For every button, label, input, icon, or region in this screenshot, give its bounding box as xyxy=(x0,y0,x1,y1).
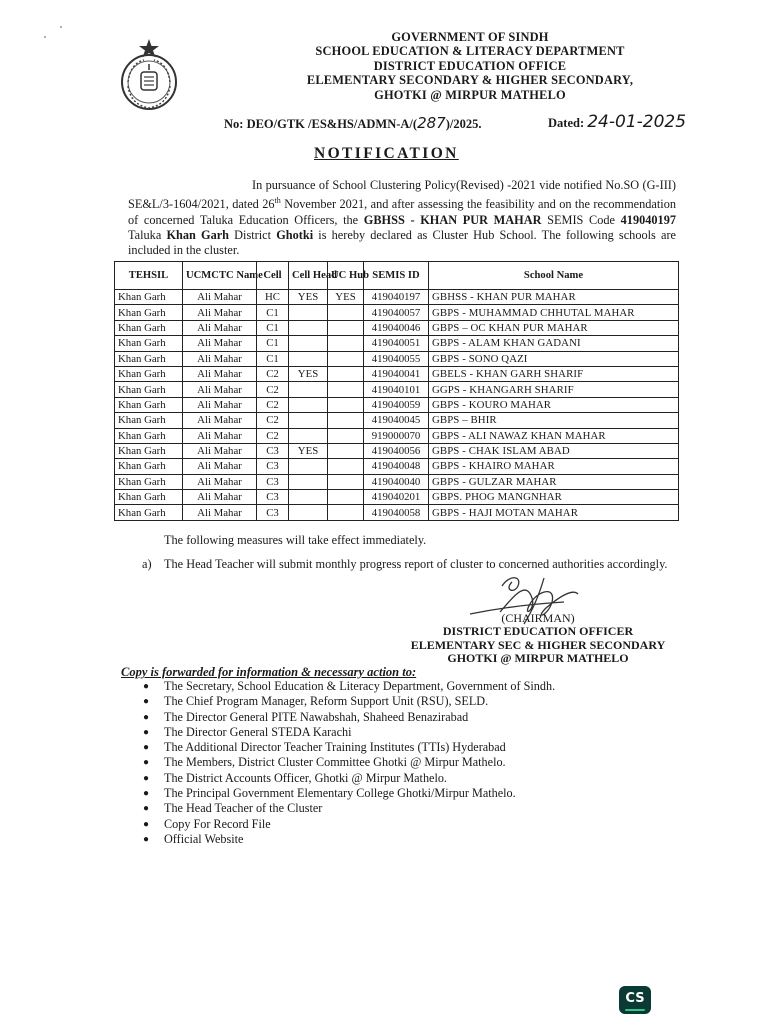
uc-hub-cell xyxy=(328,397,364,412)
tehsil-cell: Khan Garh xyxy=(115,413,183,428)
semis-id-cell: 419040055 xyxy=(364,351,429,366)
header-department: SCHOOL EDUCATION & LITERACY DEPARTMENT xyxy=(315,44,625,59)
cell-code: C2 xyxy=(257,428,289,443)
school-name-cell: GGPS - KHANGARH SHARIF xyxy=(429,382,679,397)
ucmctc-cell: Ali Mahar xyxy=(183,290,257,305)
school-name-cell: GBPS - ALAM KHAN GADANI xyxy=(429,336,679,351)
table-row xyxy=(115,505,679,520)
table-row xyxy=(115,474,679,489)
ucmctc-cell: Ali Mahar xyxy=(183,305,257,320)
uc-hub-cell xyxy=(328,305,364,320)
cell-head-cell xyxy=(289,459,328,474)
bullet-icon: ● xyxy=(143,742,150,754)
recipient-text: The District Accounts Officer, Ghotki @ Mirpur Mathelo. xyxy=(164,770,447,785)
uc-hub-cell xyxy=(328,382,364,397)
cell-code: C2 xyxy=(257,382,289,397)
cell-code: C2 xyxy=(257,366,289,381)
scan-speck xyxy=(44,36,46,38)
district-name: Ghotki xyxy=(276,227,314,242)
cell-code: C3 xyxy=(257,490,289,505)
school-name-cell: GBPS - ALI NAWAZ KHAN MAHAR xyxy=(429,428,679,443)
column-header: UCMCTC Name xyxy=(183,262,257,290)
hub-semis-code: 419040197 xyxy=(620,212,676,227)
cell-code: C1 xyxy=(257,351,289,366)
tehsil-cell: Khan Garh xyxy=(115,474,183,489)
table-row xyxy=(115,366,679,381)
hub-school-name: GBHSS - KHAN PUR MAHAR xyxy=(363,212,542,227)
cell-code: C3 xyxy=(257,443,289,458)
semis-id-cell: 419040045 xyxy=(364,413,429,428)
table-row xyxy=(115,459,679,474)
cluster-schools-table xyxy=(114,261,679,521)
cell-head-cell xyxy=(289,382,328,397)
ucmctc-cell: Ali Mahar xyxy=(183,366,257,381)
tehsil-cell: Khan Garh xyxy=(115,366,183,381)
table-row xyxy=(115,443,679,458)
cell-head-cell xyxy=(289,474,328,489)
intro-text-1: In pursuance of School Clustering Policy(Revised) -2021 vide notified No.SO (G-III) SE&L/3-1604/2021, dated 26 xyxy=(128,178,676,212)
table-row xyxy=(115,351,679,366)
bullet-icon: ● xyxy=(143,757,150,769)
recipient-text: The Members, District Cluster Committee Ghotki @ Mirpur Mathelo. xyxy=(164,755,506,770)
column-header: Cell xyxy=(257,262,289,290)
tehsil-cell: Khan Garh xyxy=(115,320,183,335)
list-item xyxy=(140,710,555,725)
cell-head-cell xyxy=(289,351,328,366)
column-header: UC Hub xyxy=(328,262,364,290)
sindh-government-emblem xyxy=(114,38,184,114)
school-name-cell: GBPS - SONO QAZI xyxy=(429,351,679,366)
list-item xyxy=(140,832,555,847)
cell-code: C1 xyxy=(257,320,289,335)
signatory-location: GHOTKI @ MIRPUR MATHELO xyxy=(447,651,629,666)
dated-handwritten-value: 24-01-2025 xyxy=(587,112,687,132)
recipient-text: The Secretary, School Education & Literacy Department, Government of Sindh. xyxy=(164,679,556,693)
cell-code: C1 xyxy=(257,336,289,351)
table-row xyxy=(115,336,679,351)
table-body xyxy=(115,290,679,521)
taluka-name: Khan Garh xyxy=(166,227,230,242)
list-item xyxy=(140,771,555,786)
semis-id-cell: 419040051 xyxy=(364,336,429,351)
intro-text-2: November 2021, and after assessing the feasibility and on the recommendation of concerned Taluka Education Officers, the xyxy=(128,197,676,227)
cell-code: C2 xyxy=(257,397,289,412)
column-header: TEHSIL xyxy=(115,262,183,290)
bullet-icon: ● xyxy=(143,818,150,830)
semis-id-cell: 419040041 xyxy=(364,366,429,381)
school-name-cell: GBPS – OC KHAN PUR MAHAR xyxy=(429,320,679,335)
ucmctc-cell: Ali Mahar xyxy=(183,382,257,397)
recipient-text: The Chief Program Manager, Reform Support Unit (RSU), SELD. xyxy=(164,694,489,709)
point-text: The Head Teacher will submit monthly progress report of cluster to concerned authorities accordingly. xyxy=(164,557,668,571)
cell-code: C1 xyxy=(257,305,289,320)
uc-hub-cell xyxy=(328,490,364,505)
signature-block xyxy=(408,612,668,666)
reference-prefix: No: DEO/GTK /ES&HS/ADMN-A/( xyxy=(224,117,418,131)
semis-id-cell: 419040197 xyxy=(364,290,429,305)
measures-statement: The following measures will take effect immediately. xyxy=(164,533,427,547)
intro-text-5: District xyxy=(229,227,277,242)
ucmctc-cell: Ali Mahar xyxy=(183,490,257,505)
header-government: GOVERNMENT OF SINDH xyxy=(391,30,549,44)
copy-recipients-list xyxy=(140,679,555,847)
camscanner-badge[interactable]: CS xyxy=(619,986,651,1014)
bullet-icon: ● xyxy=(143,803,150,815)
tehsil-cell: Khan Garh xyxy=(115,459,183,474)
tehsil-cell: Khan Garh xyxy=(115,305,183,320)
recipient-text: The Principal Government Elementary College Ghotki/Mirpur Mathelo. xyxy=(164,786,516,801)
header-location: GHOTKI @ MIRPUR MATHELO xyxy=(374,87,566,102)
signatory-role: (CHAIRMAN) xyxy=(501,611,575,625)
ucmctc-cell: Ali Mahar xyxy=(183,443,257,458)
table-header-row xyxy=(115,262,679,290)
table-row xyxy=(115,413,679,428)
intro-text-3: SEMIS Code xyxy=(541,212,621,227)
semis-id-cell: 419040057 xyxy=(364,305,429,320)
list-item xyxy=(140,786,555,801)
cell-head-cell xyxy=(289,320,328,335)
tehsil-cell: Khan Garh xyxy=(115,428,183,443)
uc-hub-cell xyxy=(328,413,364,428)
intro-text-4: Taluka xyxy=(128,227,167,242)
ucmctc-cell: Ali Mahar xyxy=(183,397,257,412)
cell-head-cell xyxy=(289,336,328,351)
uc-hub-cell xyxy=(328,428,364,443)
recipient-text: The Director General STEDA Karachi xyxy=(164,724,352,739)
tehsil-cell: Khan Garh xyxy=(115,351,183,366)
uc-hub-cell xyxy=(328,366,364,381)
reference-date xyxy=(548,112,686,132)
bullet-icon: ● xyxy=(143,833,150,845)
bullet-icon: ● xyxy=(143,681,150,692)
cell-head-cell: YES xyxy=(289,366,328,381)
school-name-cell: GBPS - KHAIRO MAHAR xyxy=(429,459,679,474)
cell-code: C3 xyxy=(257,459,289,474)
list-item xyxy=(140,694,555,709)
ucmctc-cell: Ali Mahar xyxy=(183,413,257,428)
semis-id-cell: 919000070 xyxy=(364,428,429,443)
table-row xyxy=(115,305,679,320)
tehsil-cell: Khan Garh xyxy=(115,397,183,412)
tehsil-cell: Khan Garh xyxy=(115,382,183,397)
cell-head-cell xyxy=(289,397,328,412)
school-name-cell: GBPS - KOURO MAHAR xyxy=(429,397,679,412)
uc-hub-cell xyxy=(328,320,364,335)
semis-id-cell: 419040059 xyxy=(364,397,429,412)
uc-hub-cell xyxy=(328,351,364,366)
reference-handwritten-number: 287 xyxy=(417,114,446,132)
signatory-wing: ELEMENTARY SEC & HIGHER SECONDARY xyxy=(410,637,666,652)
bullet-icon: ● xyxy=(143,696,150,708)
uc-hub-cell xyxy=(328,474,364,489)
cell-head-cell xyxy=(289,490,328,505)
ucmctc-cell: Ali Mahar xyxy=(183,351,257,366)
cell-head-cell xyxy=(289,428,328,443)
point-label: a) xyxy=(142,557,152,571)
semis-id-cell: 419040048 xyxy=(364,459,429,474)
list-item xyxy=(140,755,555,770)
recipient-text: Copy For Record File xyxy=(164,816,271,831)
list-item xyxy=(140,679,555,694)
semis-id-cell: 419040101 xyxy=(364,382,429,397)
table-row xyxy=(115,428,679,443)
recipient-text: Official Website xyxy=(164,831,244,846)
list-item xyxy=(140,817,555,832)
cell-head-cell: YES xyxy=(289,290,328,305)
recipient-text: The Director General PITE Nawabshah, Shaheed Benazirabad xyxy=(164,709,469,724)
school-name-cell: GBPS - HAJI MOTAN MAHAR xyxy=(429,505,679,520)
list-item xyxy=(140,740,555,755)
letterhead xyxy=(290,30,650,102)
column-header: SEMIS ID xyxy=(364,262,429,290)
tehsil-cell: Khan Garh xyxy=(115,490,183,505)
document-title: NOTIFICATION xyxy=(314,145,459,162)
bullet-icon: ● xyxy=(143,711,150,723)
intro-text-6: is hereby declared as Cluster Hub School. The following schools are included in the cluster. xyxy=(128,227,676,257)
school-name-cell: GBPS - GULZAR MAHAR xyxy=(429,474,679,489)
ucmctc-cell: Ali Mahar xyxy=(183,428,257,443)
list-item xyxy=(140,801,555,816)
tehsil-cell: Khan Garh xyxy=(115,443,183,458)
bullet-icon: ● xyxy=(143,772,150,784)
cell-head-cell xyxy=(289,305,328,320)
semis-id-cell: 419040040 xyxy=(364,474,429,489)
reference-number xyxy=(224,114,481,132)
school-name-cell: GBPS - CHAK ISLAM ABAD xyxy=(429,443,679,458)
table-row xyxy=(115,320,679,335)
intro-paragraph xyxy=(128,178,676,258)
ucmctc-cell: Ali Mahar xyxy=(183,505,257,520)
table-row xyxy=(115,382,679,397)
intro-superscript: th xyxy=(274,196,281,206)
reference-suffix: )/2025. xyxy=(445,117,482,131)
cell-head-cell: YES xyxy=(289,443,328,458)
uc-hub-cell xyxy=(328,336,364,351)
ucmctc-cell: Ali Mahar xyxy=(183,459,257,474)
uc-hub-cell xyxy=(328,443,364,458)
recipient-text: The Head Teacher of the Cluster xyxy=(164,801,323,816)
cell-code: C3 xyxy=(257,505,289,520)
cell-head-cell xyxy=(289,505,328,520)
semis-id-cell: 419040201 xyxy=(364,490,429,505)
bullet-icon: ● xyxy=(143,788,150,800)
school-name-cell: GBPS – BHIR xyxy=(429,413,679,428)
semis-id-cell: 419040058 xyxy=(364,505,429,520)
school-name-cell: GBELS - KHAN GARH SHARIF xyxy=(429,366,679,381)
ucmctc-cell: Ali Mahar xyxy=(183,320,257,335)
uc-hub-cell xyxy=(328,459,364,474)
uc-hub-cell: YES xyxy=(328,290,364,305)
cell-code: C3 xyxy=(257,474,289,489)
signatory-title: DISTRICT EDUCATION OFFICER xyxy=(442,624,634,639)
table-row xyxy=(115,290,679,305)
tehsil-cell: Khan Garh xyxy=(115,505,183,520)
dated-label: Dated: xyxy=(548,116,585,130)
uc-hub-cell xyxy=(328,505,364,520)
tehsil-cell: Khan Garh xyxy=(115,336,183,351)
cell-code: HC xyxy=(257,290,289,305)
recipient-text: The Additional Director Teacher Training Institutes (TTIs) Hyderabad xyxy=(164,740,506,755)
list-item xyxy=(140,725,555,740)
school-name-cell: GBPS - MUHAMMAD CHHUTAL MAHAR xyxy=(429,305,679,320)
scan-speck xyxy=(60,26,62,28)
school-name-cell: GBPS. PHOG MANGNHAR xyxy=(429,490,679,505)
table-row xyxy=(115,490,679,505)
ucmctc-cell: Ali Mahar xyxy=(183,336,257,351)
column-header: School Name xyxy=(429,262,679,290)
tehsil-cell: Khan Garh xyxy=(115,290,183,305)
school-name-cell: GBHSS - KHAN PUR MAHAR xyxy=(429,290,679,305)
table-row xyxy=(115,397,679,412)
semis-id-cell: 419040046 xyxy=(364,320,429,335)
ucmctc-cell: Ali Mahar xyxy=(183,474,257,489)
copy-forwarded-heading: Copy is forwarded for information & necessary action to: xyxy=(121,665,417,679)
header-office: DISTRICT EDUCATION OFFICE xyxy=(373,58,567,73)
column-header: Cell Head xyxy=(289,262,328,290)
header-wing: ELEMENTARY SECONDARY & HIGHER SECONDARY, xyxy=(306,73,634,88)
semis-id-cell: 419040056 xyxy=(364,443,429,458)
cell-head-cell xyxy=(289,413,328,428)
cell-code: C2 xyxy=(257,413,289,428)
bullet-icon: ● xyxy=(143,726,150,738)
